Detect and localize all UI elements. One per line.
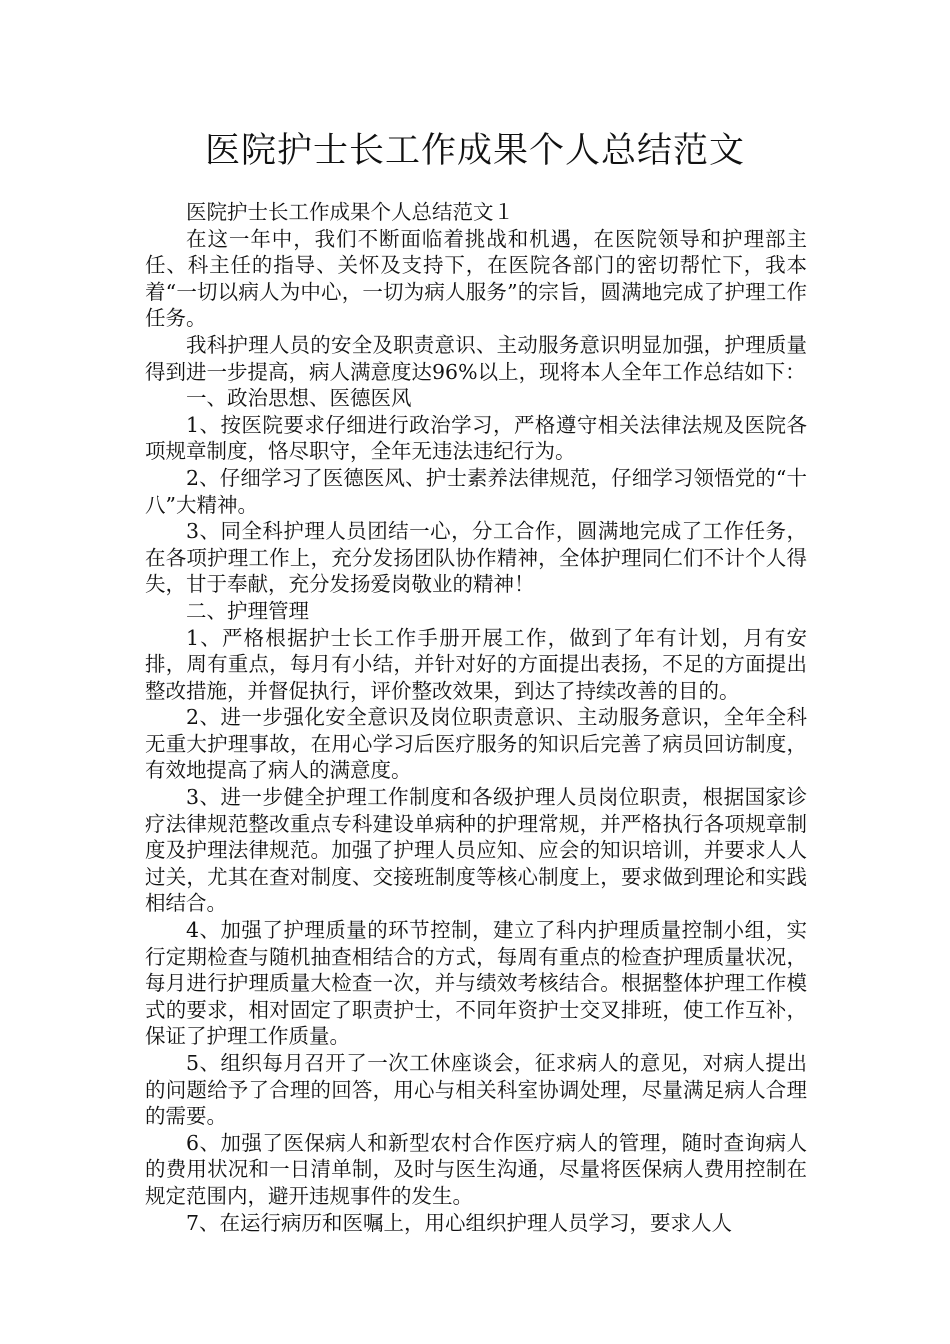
paragraph: 7、在运行病历和医嘱上，用心组织护理人员学习，要求人人: [186, 1210, 733, 1235]
paragraph: 1、按医院要求仔细进行政治学习，严格遵守相关法律法规及医院各项规章制度，恪尽职守，全年无违法违纪行为。: [145, 412, 807, 464]
section-heading: 一、政治思想、医德医风: [186, 386, 412, 411]
paragraph: 在这一年中，我们不断面临着挑战和机遇，在医院领导和护理部主任、科主任的指导、关怀及支持下，在医院各部门的密切帮忙下，我本着“一切以病人为中心，一切为病人服务”的宗旨，圆满地完成了护理工作任务。: [145, 226, 807, 331]
paragraph-subtitle: 医院护士长工作成果个人总结范文１: [186, 200, 514, 224]
paragraph: 4、加强了护理质量的环节控制，建立了科内护理质量控制小组，实行定期检查与随机抽查相结合的方式，每周有重点的检查护理质量状况，每月进行护理质量大检查一次，并与绩效考核结合。根据整体护理工作模式的要求，相对固定了职责护士，不同年资护士交叉排班，使工作互补，保证了护理工作质量。: [145, 918, 807, 1049]
paragraph: 我科护理人员的安全及职责意识、主动服务意识明显加强，护理质量得到进一步提高，病人满意度达96%以上，现将本人全年工作总结如下：: [145, 332, 807, 384]
document-title: 医院护士长工作成果个人总结范文: [204, 131, 745, 171]
paragraph: 6、加强了医保病人和新型农村合作医疗病人的管理，随时查询病人的费用状况和一日清单制，及时与医生沟通，尽量将医保病人费用控制在规定范围内，避开违规事件的发生。: [145, 1130, 807, 1208]
section-heading: 二、护理管理: [186, 598, 309, 623]
document-body: [145, 199, 807, 1236]
paragraph: 5、组织每月召开了一次工休座谈会，征求病人的意见，对病人提出的问题给予了合理的回答，用心与相关科室协调处理，尽量满足病人合理的需要。: [145, 1051, 807, 1129]
paragraph: 3、同全科护理人员团结一心，分工合作，圆满地完成了工作任务，在各项护理工作上，充分发扬团队协作精神，全体护理同仁们不计个人得失，甘于奉献，充分发扬爱岗敬业的精神！: [145, 519, 807, 597]
paragraph: 2、进一步强化安全意识及岗位职责意识、主动服务意识，全年全科无重大护理事故，在用心学习后医疗服务的知识后完善了病员回访制度，有效地提高了病人的满意度。: [145, 705, 807, 783]
paragraph: 2、仔细学习了医德医风、护士素养法律规范，仔细学习领悟党的“十八”大精神。: [145, 465, 807, 517]
paragraph: 1、严格根据护士长工作手册开展工作，做到了年有计划，月有安排，周有重点，每月有小结，并针对好的方面提出表扬，不足的方面提出整改措施，并督促执行，评价整改效果，到达了持续改善的目的。: [145, 625, 807, 703]
paragraph: 3、进一步健全护理工作制度和各级护理人员岗位职责，根据国家诊疗法律规范整改重点专科建设单病种的护理常规，并严格执行各项规章制度及护理法律规范。加强了护理人员应知、应会的知识培训，并要求人人过关，尤其在查对制度、交接班制度等核心制度上，要求做到理论和实践相结合。: [145, 785, 807, 916]
